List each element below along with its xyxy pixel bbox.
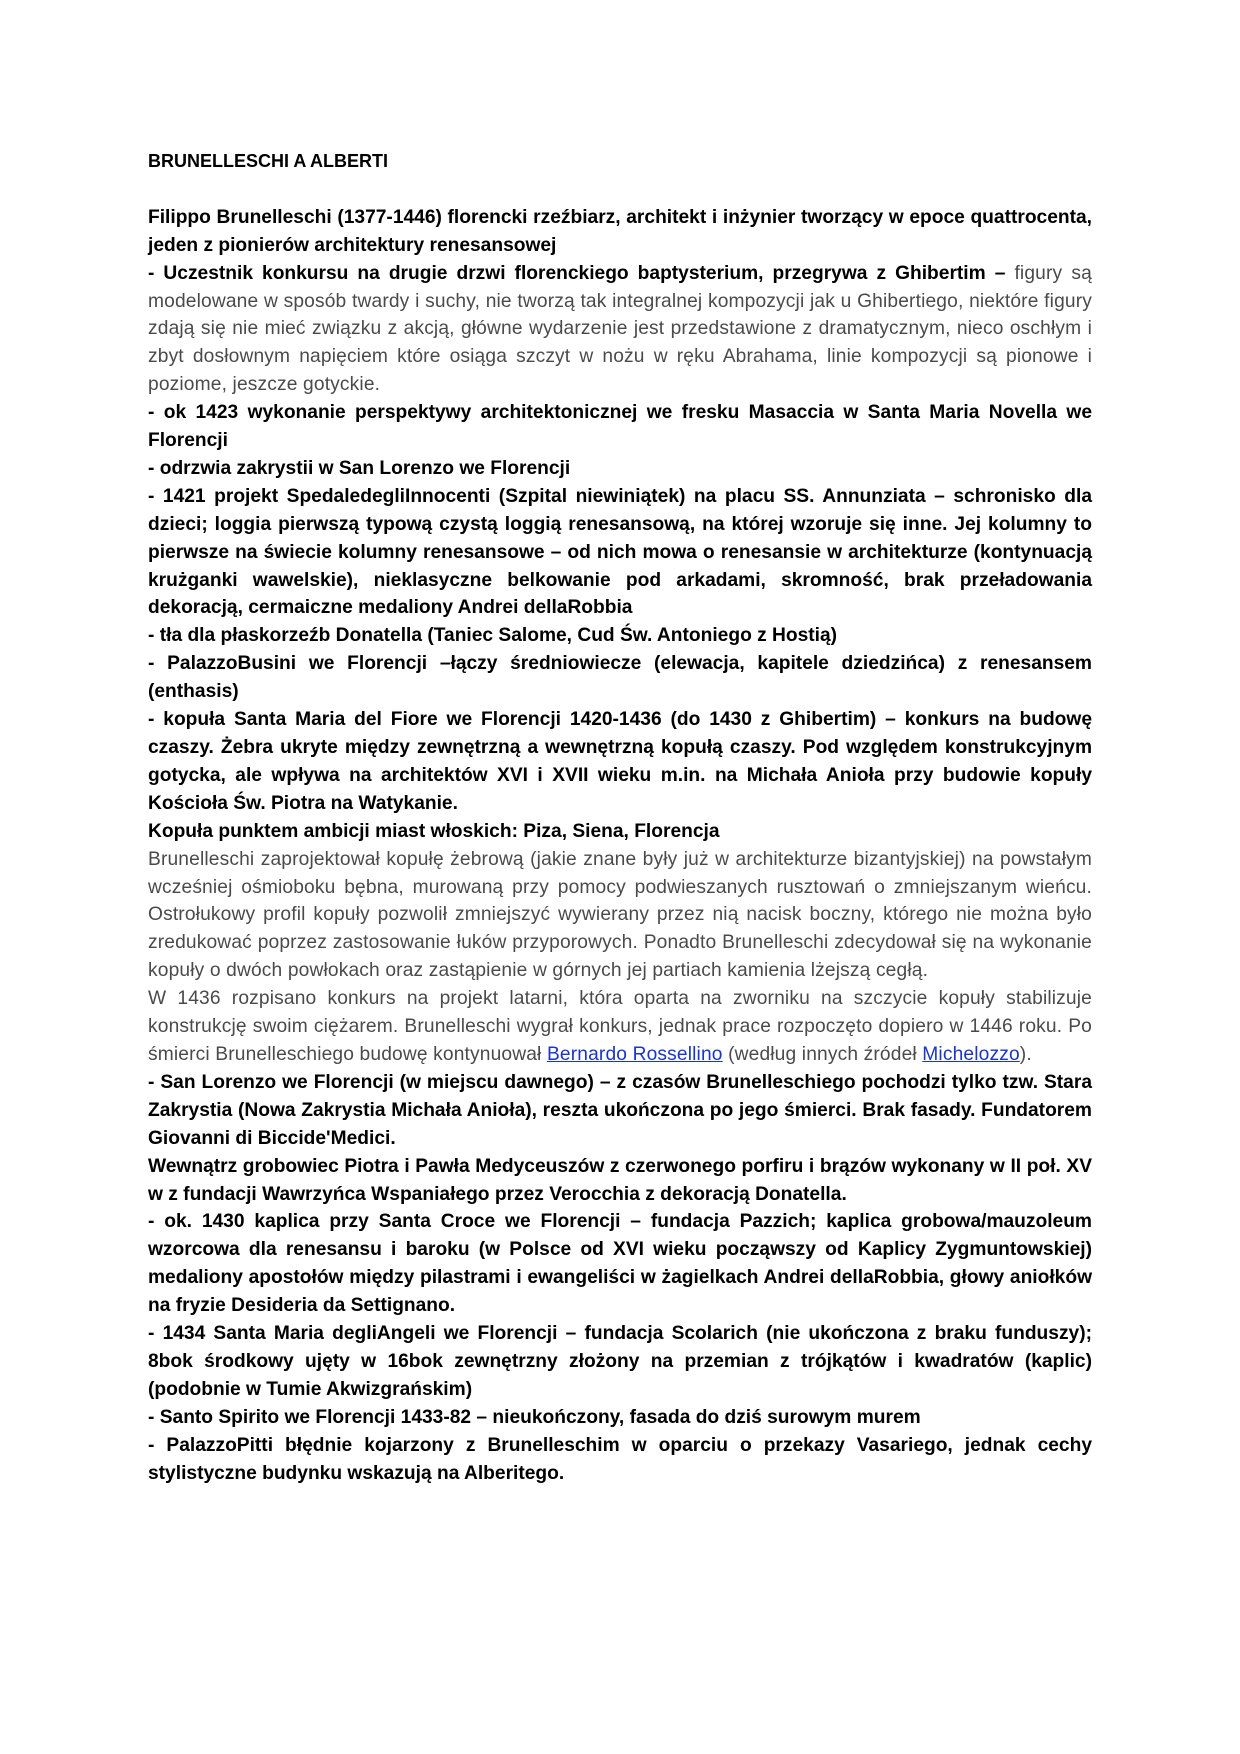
list-item-donatello-backgrounds: - tła dla płaskorzeźb Donatella (Taniec Salome, Cud Św. Antoniego z Hostią)	[148, 625, 838, 647]
lantern-text-after: ).	[1019, 1043, 1032, 1065]
document-page	[148, 148, 1092, 1487]
document-title: BRUNELLESCHI A ALBERTI	[148, 151, 388, 171]
list-item-palazzo-pitti: - PalazzoPitti błędnie kojarzony z Brunelleschim w oparciu o przekazy Vasariego, jednak cechy stylistyczne budynku wskazują na Alberitego.	[148, 1434, 1092, 1484]
lantern-text-before: W 1436 rozpisano konkurs na projekt latarni, która oparta na zworniku na szczycie kopuły stabilizuje konstrukcję swoim ciężarem. Brunelleschi wygrał konkurs, jednak prace rozpoczęto dopiero w 1446 roku. Po śmierci Brunelleschiego budowę kontynuował	[148, 988, 1092, 1065]
intro-paragraph	[148, 204, 1092, 260]
list-item-sacristy-door: - odrzwia zakrystii w San Lorenzo we Florencji	[148, 457, 571, 479]
link-michelozzo[interactable]: Michelozzo	[922, 1043, 1020, 1065]
competition-text: figury są modelowane w sposób twardy i suchy, nie tworzą tak integralnej kompozycji jak u Ghibertiego, niektóre figury zdają się nie mieć związku z akcją, główne wydarzenie jest przedstawione z dramatycznym, nieco oschłym i zbyt dosłownym napięciem które osiąga szczyt w nożu w ręku Abrahama, linie kompozycji są pionowe i poziome, jeszcze gotyckie.	[148, 262, 1093, 396]
lantern-paragraph	[148, 985, 1092, 1069]
list-item-dome: - kopuła Santa Maria del Fiore we Florencji 1420-1436 (do 1430 z Ghibertim) – konkurs na budowę czaszy. Żebra ukryte między zewnętrzną a wewnętrzną kopułą czaszy. Pod względem konstrukcyjnym gotycka, ale wpływa na architektów XVI i XVII wieku m.in. na Michała Anioła przy budowie kopuły Kościoła Św. Piotra na Watykanie.	[148, 709, 1092, 814]
competition-paragraph	[148, 260, 1092, 400]
list-item-santo-spirito: - Santo Spirito we Florencji 1433-82 – nieukończony, fasada do dziś surowym murem	[148, 1406, 921, 1428]
list-item-perspective: - ok 1423 wykonanie perspektywy architektonicznej we fresku Masaccia w Santa Maria Novella we Florencji	[148, 402, 1092, 452]
list-item-innocenti: - 1421 projekt SpedaledegliInnocenti (Szpital niewiniątek) na placu SS. Annunziata – schronisko dla dzieci; loggia pierwszą typową czystą loggią renesansową, na której wzoruje się inne. Jej kolumny to pierwsze na świecie kolumny renesansowe – od nich mowa o renesansie w architekturze (kontynuacją krużganki wawelskie), nieklasyczne belkowanie pod arkadami, skromność, brak przeładowania dekoracją, cermaiczne medaliony Andrei dellaRobbia	[148, 485, 1092, 619]
list-item-san-lorenzo: - San Lorenzo we Florencji (w miejscu dawnego) – z czasów Brunelleschiego pochodzi tylko tzw. Stara Zakrystia (Nowa Zakrystia Michała Anioła), reszta ukończona po jego śmierci. Brak fasady. Fundatorem Giovanni di Biccide'Medici.	[148, 1071, 1092, 1149]
competition-bold: - Uczestnik konkursu na drugie drzwi florenckiego baptysterium, przegrywa z Ghibertim –	[148, 262, 1015, 284]
intro-text: (1377-1446) florencki rzeźbiarz, architekt i inżynier tworzący w epoce quattrocenta, jeden z pionierów architektury renesansowej	[148, 206, 1092, 256]
dome-ambition-line: Kopuła punktem ambicji miast włoskich: Piza, Siena, Florencja	[148, 820, 720, 842]
list-item-medici-tomb: Wewnątrz grobowiec Piotra i Pawła Medyceuszów z czerwonego porfiru i brązów wykonany w II poł. XV w z fundacji Wawrzyńca Wspaniałego przez Verocchia z dekoracją Donatella.	[148, 1155, 1092, 1205]
link-bernardo-rossellino[interactable]: Bernardo Rossellino	[546, 1043, 723, 1065]
lantern-text-middle: (według innych źródeł	[722, 1043, 923, 1065]
list-item-palazzo-busini: - PalazzoBusini we Florencji –łączy średniowiecze (elewacja, kapitele dziedzińca) z renesansem (enthasis)	[148, 653, 1092, 703]
list-item-pazzi-chapel: - ok. 1430 kaplica przy Santa Croce we Florencji – fundacja Pazzich; kaplica grobowa/mauzoleum wzorcowa dla renesansu i baroku (w Polsce od XVI wieku począwszy od Kaplicy Zygmuntowskiej) medaliony apostołów między pilastrami i ewangeliści w żagielkach Andrei dellaRobbia, głowy aniołków na fryzie Desideria da Settignano.	[148, 1211, 1092, 1317]
intro-name: Filippo Brunelleschi	[148, 206, 332, 228]
dome-paragraph: Brunelleschi zaprojektował kopułę żebrową (jakie znane były już w architekturze bizantyjskiej) na powstałym wcześniej ośmioboku bębna, murowaną przy pomocy podwieszanych rusztowań o zmniejszanym wieńcu. Ostrołukowy profil kopuły pozwolił zmniejszyć wywierany przez nią nacisk boczny, którego nie można było zredukować poprzez zastosowanie łuków przyporowych. Ponadto Brunelleschi zdecydował się na wykonanie kopuły o dwóch powłokach oraz zastąpienie w górnych jej partiach kamienia lżejszą cegłą.	[148, 848, 1092, 982]
list-item-degli-angeli: - 1434 Santa Maria degliAngeli we Florencji – fundacja Scolarich (nie ukończona z braku funduszy); 8bok środkowy ujęty w 16bok zewnętrzny złożony na przemian z trójkątów i kwadratów (kaplic) (podobnie w Tumie Akwizgrańskim)	[148, 1323, 1092, 1400]
